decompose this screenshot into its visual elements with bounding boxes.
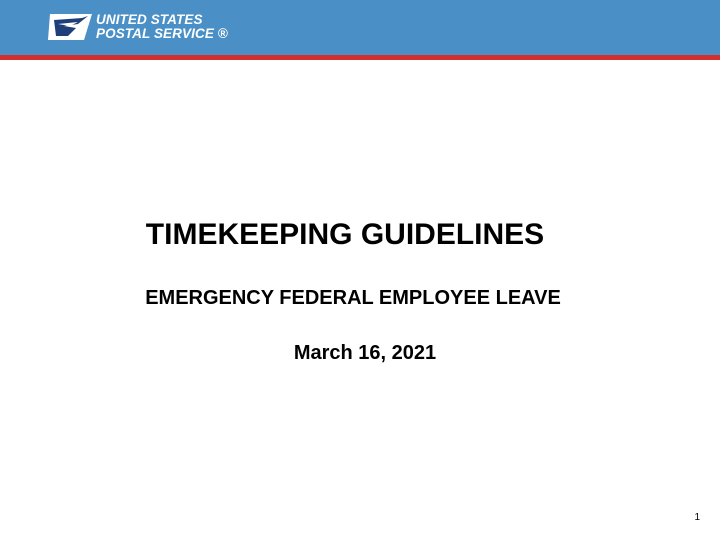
logo-text xyxy=(96,13,228,41)
slide-title: TIMEKEEPING GUIDELINES xyxy=(145,218,545,251)
header-red-stripe xyxy=(0,55,720,60)
logo-line-2: POSTAL SERVICE ® xyxy=(96,26,228,41)
page-number: 1 xyxy=(694,512,700,523)
eagle-icon xyxy=(48,12,92,42)
slide-subtitle: EMERGENCY FEDERAL EMPLOYEE LEAVE xyxy=(145,287,561,309)
header-bar xyxy=(0,0,720,55)
logo-line-1: UNITED STATES xyxy=(96,12,203,27)
usps-logo xyxy=(48,10,228,44)
slide-date: March 16, 2021 xyxy=(293,342,437,364)
